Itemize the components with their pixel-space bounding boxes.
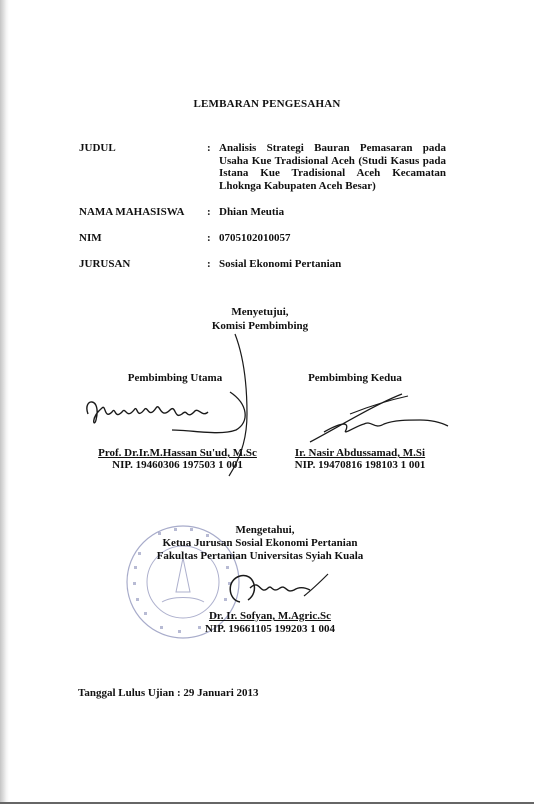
field-label-nama: NAMA MAHASISWA: [79, 206, 185, 218]
advisor2-signature: [290, 390, 450, 450]
field-value-judul: Analisis Strategi Bauran Pemasaran pada Usaha Kue Tradisional Aceh (Studi Kasus pada Istana Kue Tradisional Aceh Kecamatan Lhoknga Kabupaten Aceh Besar): [219, 142, 446, 192]
field-value-nama: Dhian Meutia: [219, 206, 285, 218]
advisor1-role: Pembimbing Utama: [127, 372, 223, 384]
acknowledgement-institution: Fakultas Pertanian Universitas Syiah Kuala: [156, 550, 364, 562]
advisor1-name: Prof. Dr.Ir.M.Hassan Su'ud, M.Sc: [98, 447, 257, 459]
field-colon-nim: :: [207, 232, 211, 244]
field-colon-nama: :: [207, 206, 211, 218]
document-title: LEMBARAN PENGESAHAN: [193, 98, 341, 110]
advisor2-role: Pembimbing Kedua: [308, 372, 402, 384]
graduation-colon: :: [176, 687, 181, 699]
head-signature: [210, 566, 330, 616]
advisor2-name: Ir. Nasir Abdussamad, M.Si: [294, 447, 426, 459]
field-label-judul: JUDUL: [79, 142, 116, 154]
head-nip: NIP. 19661105 199203 1 004: [204, 623, 336, 635]
graduation-line: [78, 687, 259, 699]
graduation-label: Tanggal Lulus Ujian: [78, 687, 175, 699]
field-colon-jurusan: :: [207, 258, 211, 270]
approval-committee: Komisi Pembimbing: [211, 320, 309, 332]
advisor2-nip: NIP. 19470816 198103 1 001: [294, 459, 426, 471]
advisor1-nip: NIP. 19460306 197503 1 001: [112, 459, 243, 471]
scan-edge-shadow: [0, 0, 9, 804]
field-colon-judul: :: [207, 142, 211, 154]
approval-heading: Menyetujui,: [231, 306, 289, 318]
field-label-nim: NIM: [79, 232, 102, 244]
field-label-jurusan: JURUSAN: [79, 258, 131, 270]
head-name: Dr. Ir. Sofyan, M.Agric.Sc: [208, 610, 331, 622]
graduation-date: 29 Januari 2013: [183, 687, 259, 699]
acknowledgement-heading: Mengetahui,: [235, 524, 295, 536]
acknowledgement-position: Ketua Jurusan Sosial Ekonomi Pertanian: [162, 537, 358, 549]
field-value-nim: 0705102010057: [219, 232, 291, 244]
field-value-jurusan: Sosial Ekonomi Pertanian: [219, 258, 342, 270]
